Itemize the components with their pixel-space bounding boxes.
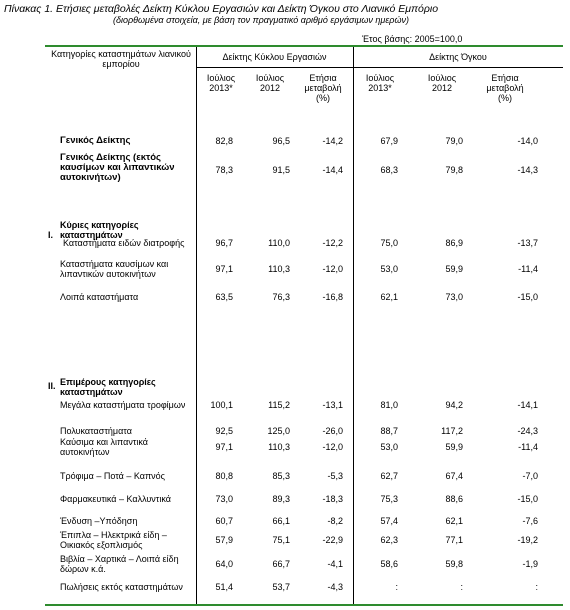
- table-title: Πίνακας 1. Ετήσιες μεταβολές Δείκτη Κύκλου Εργασιών και Δείκτη Όγκου στο Λιανικό Εμπόριο: [4, 3, 439, 15]
- table-cell: 59,8: [445, 559, 463, 569]
- top-rule: [45, 45, 563, 47]
- row-label: Έπιπλα – Ηλεκτρικά είδη – Οικιακός εξοπλισμός: [60, 530, 167, 550]
- table-cell: 62,1: [445, 516, 463, 526]
- table-cell: 62,3: [380, 535, 398, 545]
- table-cell: 62,7: [380, 471, 398, 481]
- table-cell: 88,7: [380, 426, 398, 436]
- table-cell: 75,3: [380, 494, 398, 504]
- row-label: Καύσιμα και λιπαντικά αυτοκινήτων: [60, 437, 148, 457]
- row-label: Μεγάλα καταστήματα τροφίμων: [60, 400, 186, 410]
- table-cell: 97,1: [215, 442, 233, 452]
- table-cell: 94,2: [445, 400, 463, 410]
- table-cell: 97,1: [215, 264, 233, 274]
- table-cell: 53,0: [380, 442, 398, 452]
- table-cell: -5,3: [327, 471, 343, 481]
- header-volume: Δείκτης Όγκου: [429, 52, 487, 62]
- table-cell: 91,5: [272, 165, 290, 175]
- table-cell: :: [535, 582, 538, 592]
- table-cell: -11,4: [518, 442, 538, 452]
- table-cell: 76,3: [272, 292, 290, 302]
- table-cell: 67,4: [445, 471, 463, 481]
- table-cell: :: [460, 582, 463, 592]
- table-cell: -1,9: [522, 559, 538, 569]
- row-label: Γενικός Δείκτης: [60, 135, 131, 146]
- table-cell: 110,3: [268, 264, 290, 274]
- row-label: Πωλήσεις εκτός καταστημάτων: [60, 582, 183, 592]
- table-cell: 115,2: [268, 400, 290, 410]
- table-cell: 53,0: [380, 264, 398, 274]
- row-label: Πολυκαταστήματα: [60, 426, 132, 436]
- table-cell: 66,7: [272, 559, 290, 569]
- section-i-label: Κύριες κατηγορίες καταστημάτων: [60, 220, 139, 240]
- table-cell: -24,3: [517, 426, 538, 436]
- table-cell: -13,1: [322, 400, 343, 410]
- row-label: Φαρμακευτικά – Καλλυντικά: [60, 494, 171, 504]
- table-cell: 117,2: [441, 426, 463, 436]
- table-cell: 59,9: [445, 442, 463, 452]
- table-cell: 81,0: [380, 400, 398, 410]
- base-year: Έτος βάσης: 2005=100,0: [362, 34, 463, 44]
- table-cell: 79,8: [445, 165, 463, 175]
- row-label: Γενικός Δείκτης (εκτός καυσίμων και λιπαντικών αυτοκινήτων): [60, 152, 175, 183]
- table-cell: 58,6: [380, 559, 398, 569]
- row-label: Λοιπά καταστήματα: [60, 292, 139, 302]
- table-cell: -14,0: [517, 136, 538, 146]
- table-cell: 64,0: [215, 559, 233, 569]
- header-v-change: Ετήσια μεταβολή (%): [486, 73, 524, 103]
- header-v-2013: Ιούλιος 2013*: [365, 73, 395, 93]
- table-cell: 85,3: [272, 471, 290, 481]
- section-i-number: I.: [48, 230, 54, 240]
- bottom-rule: [45, 604, 563, 606]
- section-ii-label: Επιμέρους κατηγορίες καταστημάτων: [60, 377, 156, 397]
- table-cell: 77,1: [445, 535, 463, 545]
- subheader-rule: [196, 67, 563, 68]
- table-cell: 82,8: [215, 136, 233, 146]
- table-cell: -14,2: [322, 136, 343, 146]
- table-cell: 125,0: [267, 426, 290, 436]
- header-t-change: Ετήσια μεταβολή (%): [304, 73, 342, 103]
- table-cell: 62,1: [380, 292, 398, 302]
- table-cell: 96,7: [215, 238, 233, 248]
- table-cell: -14,3: [517, 165, 538, 175]
- table-cell: 75,1: [272, 535, 290, 545]
- header-category: Κατηγορίες καταστημάτων λιανικού εμπορίου: [51, 49, 191, 69]
- table-cell: 63,5: [215, 292, 233, 302]
- table-cell: 57,4: [380, 516, 398, 526]
- table-cell: 96,5: [272, 136, 290, 146]
- table-cell: -18,3: [322, 494, 343, 504]
- row-label: Καταστήματα καυσίμων και λιπαντικών αυτοκινήτων: [60, 259, 169, 279]
- header-t-2013: Ιούλιος 2013*: [206, 73, 236, 93]
- table-cell: -8,2: [327, 516, 343, 526]
- table-cell: -7,0: [522, 471, 538, 481]
- table-cell: 86,9: [445, 238, 463, 248]
- row-label: Τρόφιμα – Ποτά – Καπνός: [60, 471, 166, 481]
- table-cell: -12,0: [322, 264, 343, 274]
- table-cell: -12,0: [322, 442, 343, 452]
- table-cell: -4,3: [327, 582, 343, 592]
- table-cell: 80,8: [215, 471, 233, 481]
- table-cell: -19,2: [517, 535, 538, 545]
- table-cell: -7,6: [522, 516, 538, 526]
- table-cell: 57,9: [215, 535, 233, 545]
- table-cell: 59,9: [445, 264, 463, 274]
- table-cell: -15,0: [517, 292, 538, 302]
- col-divider-2: [353, 47, 354, 604]
- row-label: Ένδυση –Υπόδηση: [60, 516, 138, 526]
- table-cell: -26,0: [322, 426, 343, 436]
- header-t-2012: Ιούλιος 2012: [255, 73, 285, 93]
- table-cell: -11,4: [518, 264, 538, 274]
- table-subtitle: (διορθωμένα στοιχεία, με βάση τον πραγματικό αριθμό εργάσιμων ημερών): [113, 15, 409, 25]
- table-cell: 88,6: [445, 494, 463, 504]
- table-cell: 53,7: [272, 582, 290, 592]
- table-cell: -13,7: [517, 238, 538, 248]
- table-cell: 60,7: [215, 516, 233, 526]
- table-cell: 51,4: [215, 582, 233, 592]
- table-cell: 92,5: [215, 426, 233, 436]
- row-label: Βιβλία – Χαρτικά – Λοιπά είδη δώρων κ.ά.: [60, 554, 179, 574]
- table-cell: 110,0: [268, 238, 290, 248]
- table-cell: -16,8: [322, 292, 343, 302]
- table-cell: 73,0: [445, 292, 463, 302]
- header-turnover: Δείκτης Κύκλου Εργασιών: [222, 52, 327, 62]
- table-cell: 79,0: [445, 136, 463, 146]
- table-cell: 68,3: [380, 165, 398, 175]
- row-label: Καταστήματα ειδών διατροφής: [63, 238, 185, 248]
- table-cell: 66,1: [272, 516, 290, 526]
- table-cell: 100,1: [210, 400, 233, 410]
- table-cell: :: [395, 582, 398, 592]
- table-cell: 75,0: [380, 238, 398, 248]
- table-cell: 110,3: [268, 442, 290, 452]
- table-cell: 89,3: [272, 494, 290, 504]
- table-cell: 78,3: [215, 165, 233, 175]
- table-cell: 73,0: [215, 494, 233, 504]
- table-cell: -22,9: [322, 535, 343, 545]
- table-cell: 67,9: [380, 136, 398, 146]
- section-ii-number: II.: [48, 381, 56, 391]
- header-v-2012: Ιούλιος 2012: [427, 73, 457, 93]
- table-cell: -12,2: [322, 238, 343, 248]
- table-cell: -14,4: [322, 165, 343, 175]
- table-cell: -15,0: [517, 494, 538, 504]
- table-cell: -14,1: [517, 400, 538, 410]
- table-cell: -4,1: [327, 559, 343, 569]
